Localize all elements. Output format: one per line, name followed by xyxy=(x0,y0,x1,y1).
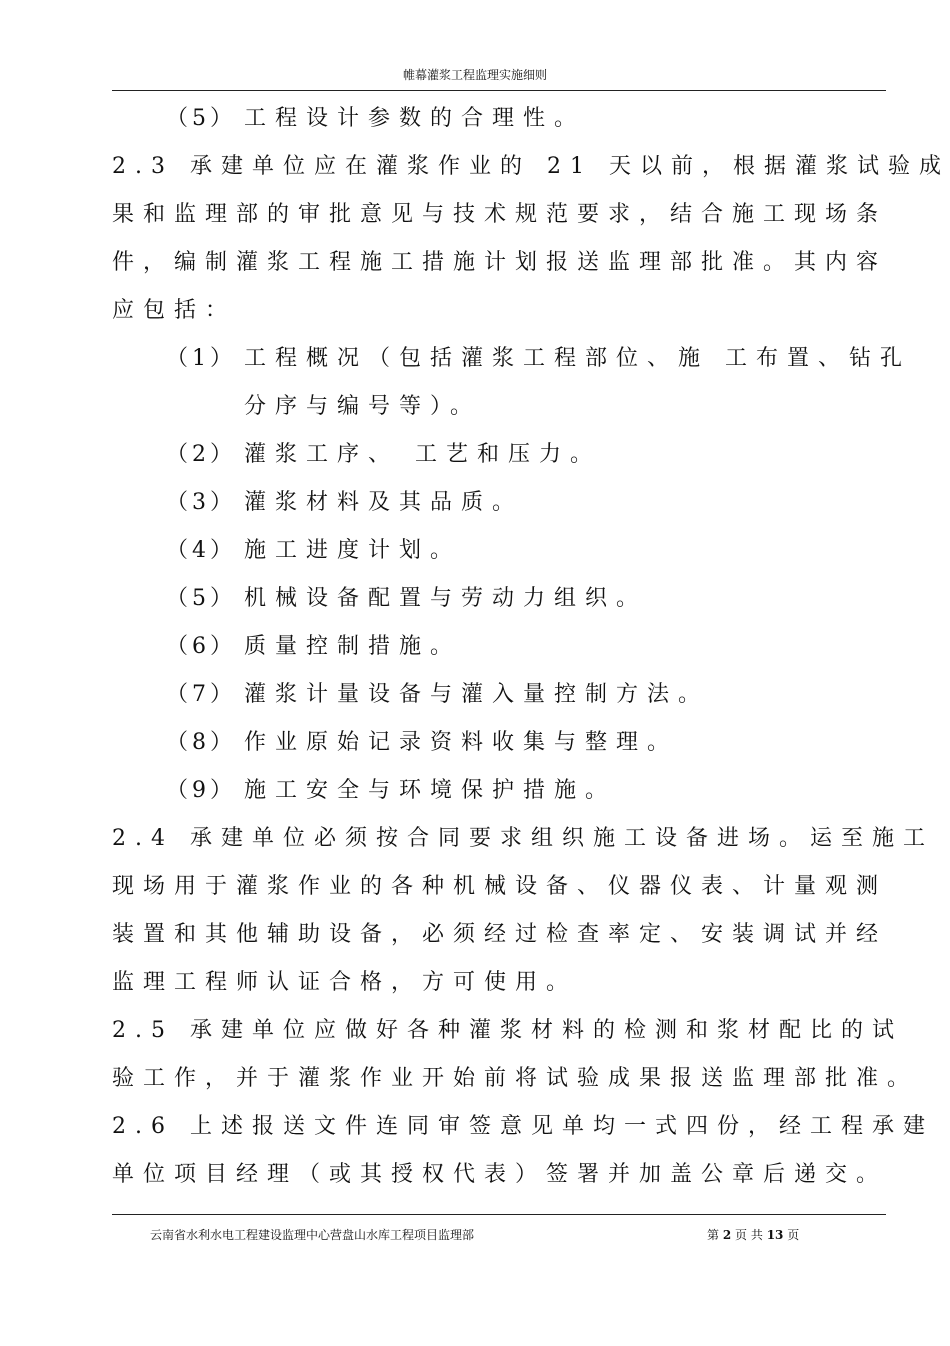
list-item xyxy=(112,623,868,671)
list-item-text: 灌浆工序、 工艺和压力。 xyxy=(244,442,601,467)
page-header: 帷幕灌浆工程监理实施细则 xyxy=(402,68,547,82)
paragraph-line: 果和监理部的审批意见与技术规范要求，结合施工现场条 xyxy=(112,202,888,227)
list-item-number: （9） xyxy=(166,778,236,803)
paragraph-line: 2.4 承建单位必须按合同要求组织施工设备进场。运至施工 xyxy=(112,826,934,851)
paragraph-line: 件，编制灌浆工程施工措施计划报送监理部批准。其内容 xyxy=(112,250,888,275)
page-total: 13 xyxy=(766,1228,784,1242)
paragraph-line: 装置和其他辅助设备，必须经过检查率定、安装调试并经 xyxy=(112,922,888,947)
list-item-text: 灌浆材料及其品质。 xyxy=(244,490,524,515)
list-item-text: 作业原始记录资料收集与整理。 xyxy=(244,730,679,755)
paragraph-line: 2.5 承建单位应做好各种灌浆材料的检测和浆材配比的试 xyxy=(112,1018,903,1043)
list-item xyxy=(112,335,911,383)
list-item-number: （4） xyxy=(166,538,236,563)
list-item-text: 灌浆计量设备与灌入量控制方法。 xyxy=(244,682,710,707)
list-item-number: （6） xyxy=(166,634,236,659)
paragraph-line: 应包括： xyxy=(112,298,237,323)
list-item xyxy=(112,575,868,623)
paragraph-line: 监理工程师认证合格，方可使用。 xyxy=(112,970,578,995)
list-item xyxy=(112,527,868,575)
list-item xyxy=(112,719,868,767)
list-item-text: 施工安全与环境保护措施。 xyxy=(244,778,617,803)
list-item-number: （8） xyxy=(166,730,236,755)
paragraph-line: 2.3 承建单位应在灌浆作业的 21 天以前，根据灌浆试验成 xyxy=(112,154,950,179)
list-item xyxy=(112,671,868,719)
list-item xyxy=(112,431,868,479)
page-mid: 页 共 xyxy=(735,1228,763,1242)
paragraph-line: 现场用于灌浆作业的各种机械设备、仪器仪表、计量观测 xyxy=(112,874,888,899)
footer-rule xyxy=(112,1214,886,1215)
list-item-text: 机械设备配置与劳动力组织。 xyxy=(244,586,648,611)
list-item xyxy=(112,479,868,527)
list-item xyxy=(112,767,868,815)
page-number xyxy=(707,1226,799,1243)
page-prefix: 第 xyxy=(707,1228,720,1242)
list-item-text: 施工进度计划。 xyxy=(244,538,462,563)
list-item-number: （7） xyxy=(166,682,236,707)
list-item-number: （3） xyxy=(166,490,236,515)
list-item xyxy=(112,95,868,143)
list-item-number: （5） xyxy=(166,106,236,131)
list-item-text: 工程概况（包括灌浆工程部位、施 工布置、钻孔 xyxy=(244,346,911,371)
document-body xyxy=(112,95,950,1199)
header-rule xyxy=(112,90,886,91)
list-item-number: （2） xyxy=(166,442,236,467)
paragraph-line: 单位项目经理（或其授权代表）签署并加盖公章后递交。 xyxy=(112,1162,888,1187)
paragraph-line: 2.6 上述报送文件连同审签意见单均一式四份，经工程承建 xyxy=(112,1114,934,1139)
page-suffix: 页 xyxy=(787,1228,800,1242)
list-item-text: 质量控制措施。 xyxy=(244,634,462,659)
list-item-number: （5） xyxy=(166,586,236,611)
paragraph-line: 验工作，并于灌浆作业开始前将试验成果报送监理部批准。 xyxy=(112,1066,919,1091)
list-item-text: 工程设计参数的合理性。 xyxy=(244,106,586,131)
list-item-continuation: 分序与编号等）。 xyxy=(244,394,482,419)
list-item-number: （1） xyxy=(166,346,236,371)
footer-organization: 云南省水利水电工程建设监理中心营盘山水库工程项目监理部 xyxy=(150,1228,475,1242)
page-current: 2 xyxy=(722,1228,732,1242)
